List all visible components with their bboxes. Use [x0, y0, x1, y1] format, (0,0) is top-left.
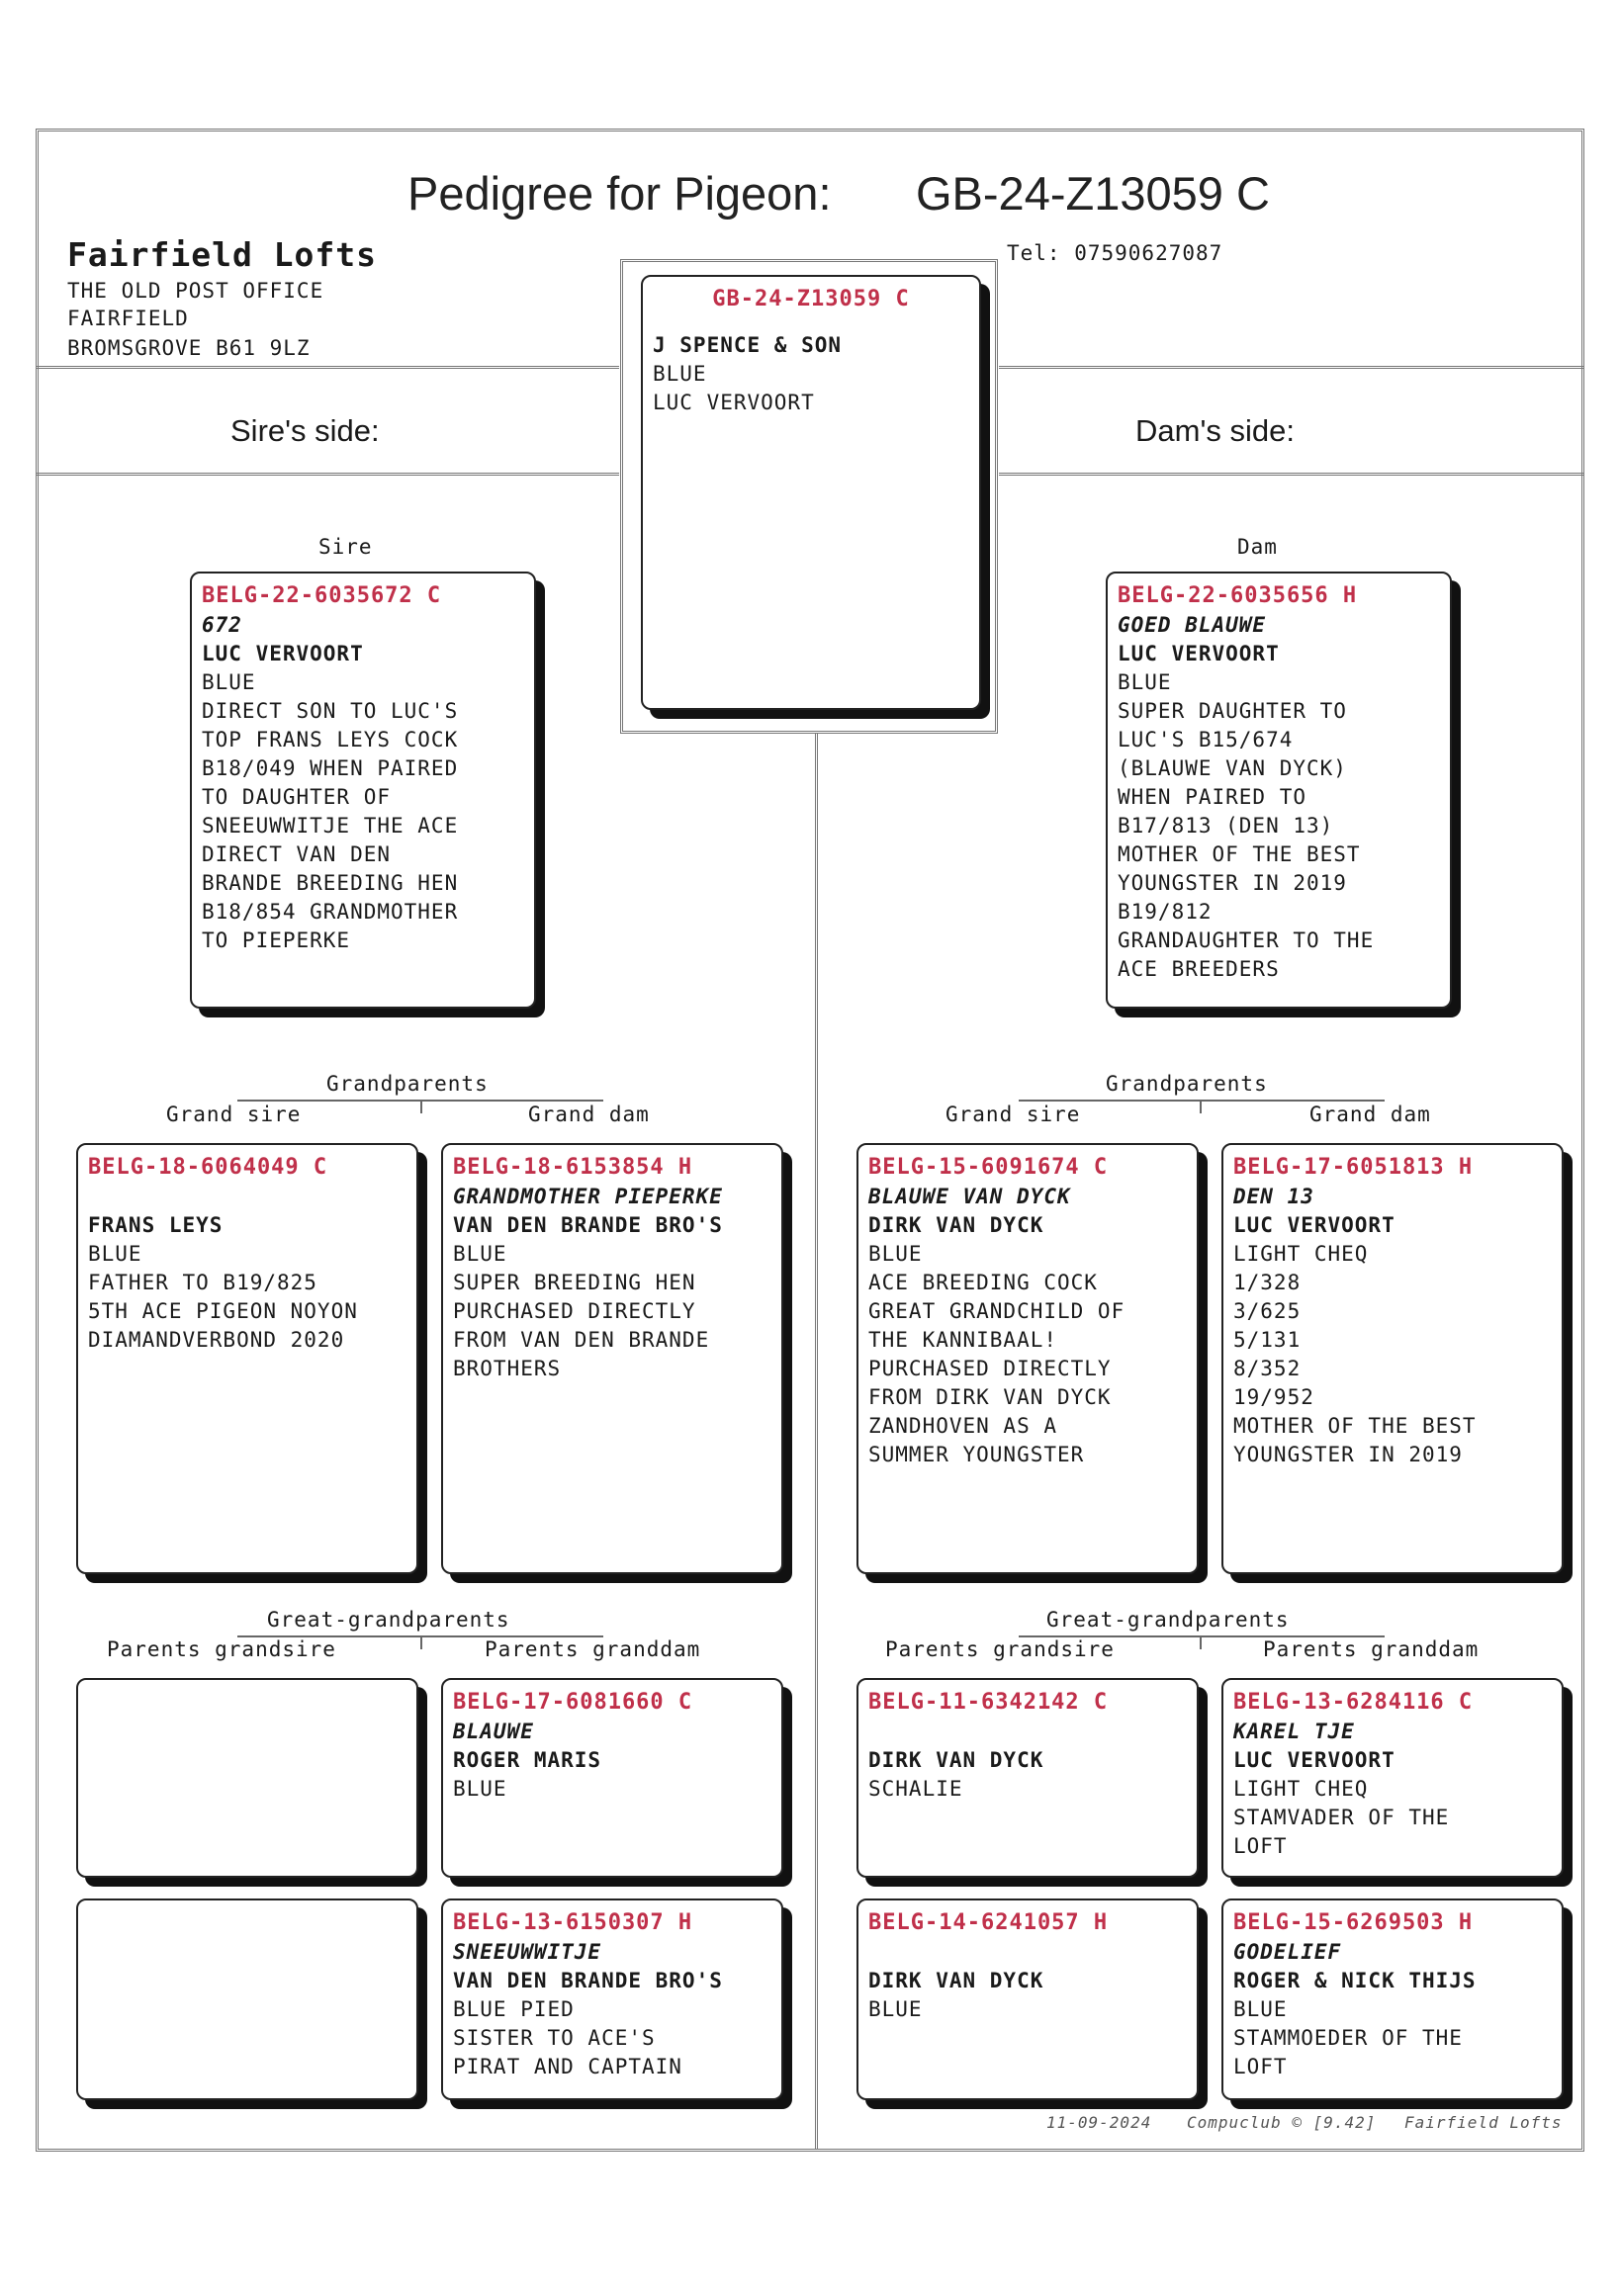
great-grandparent-note: PIRAT AND CAPTAIN: [453, 2055, 682, 2078]
sire-ring: BELG-22-6035672 C: [202, 583, 442, 608]
sire-note: B18/854 GRANDMOTHER: [202, 900, 459, 924]
grandparent-note: FROM VAN DEN BRANDE: [453, 1328, 710, 1352]
grandparent-name: BLAUWE VAN DYCK: [868, 1185, 1071, 1208]
great-grandparent-note: BLUE PIED: [453, 1997, 575, 2021]
great-grandparents-heading-dam: Great-grandparents: [1046, 1608, 1290, 1632]
grandsire-dam-side-card[interactable]: [856, 1143, 1199, 1574]
sire-note: SNEEUWWITJE THE ACE: [202, 814, 459, 838]
dam-side-heading: Dam's side:: [1135, 413, 1295, 448]
sire-note: BRANDE BREEDING HEN: [202, 871, 459, 895]
address-line-1: THE OLD POST OFFICE: [67, 279, 324, 303]
grandparent-name: DEN 13: [1233, 1185, 1314, 1208]
dam-note: B17/813 (DEN 13): [1118, 814, 1334, 838]
dam-card[interactable]: [1106, 572, 1452, 1009]
great-grandparent-ring: BELG-13-6150307 H: [453, 1910, 693, 1935]
loft-name: Fairfield Lofts: [67, 235, 378, 274]
great-grandparents-tick-dam: [1200, 1635, 1202, 1649]
grandparent-ring: BELG-17-6051813 H: [1233, 1155, 1474, 1180]
grandparent-note: LIGHT CHEQ: [1233, 1242, 1369, 1266]
footer-loft: Fairfield Lofts: [1404, 2113, 1563, 2132]
grandparents-tick-sire: [420, 1100, 422, 1113]
sides-divider-left: [36, 473, 619, 476]
grandparent-name: GRANDMOTHER PIEPERKE: [453, 1185, 723, 1208]
great-grandparent-card-empty[interactable]: [76, 1678, 418, 1878]
sides-divider-right: [999, 473, 1584, 476]
grandparent-note: THE KANNIBAAL!: [868, 1328, 1058, 1352]
center-divider: [815, 734, 818, 2150]
great-grandparent-ring: BELG-13-6284116 C: [1233, 1690, 1474, 1715]
great-grandparent-card[interactable]: [1221, 1899, 1564, 2100]
grand-dam-label-right: Grand dam: [1309, 1103, 1431, 1126]
great-grandparent-card[interactable]: [856, 1899, 1199, 2100]
grandparent-note: GREAT GRANDCHILD OF: [868, 1299, 1125, 1323]
great-grandparent-ring: BELG-14-6241057 H: [868, 1910, 1109, 1935]
grandparents-heading-sire: Grandparents: [326, 1072, 489, 1096]
dam-note: BLUE: [1118, 670, 1172, 694]
grandparent-note: 19/952: [1233, 1385, 1314, 1409]
great-grandparent-breeder: VAN DEN BRANDE BRO'S: [453, 1969, 723, 1992]
dam-note: WHEN PAIRED TO: [1118, 785, 1307, 809]
grandparent-breeder: LUC VERVOORT: [1233, 1213, 1395, 1237]
sire-card[interactable]: [190, 572, 536, 1009]
great-grandparent-note: SCHALIE: [868, 1777, 963, 1801]
great-grandparent-note: SISTER TO ACE'S: [453, 2026, 656, 2050]
page-title-label: Pedigree for Pigeon:: [407, 167, 832, 220]
dam-note: B19/812: [1118, 900, 1213, 924]
header-divider-left: [36, 366, 619, 369]
grandparent-note: SUMMER YOUNGSTER: [868, 1443, 1085, 1466]
grandparent-note: MOTHER OF THE BEST: [1233, 1414, 1477, 1438]
footer-date: 11-09-2024: [1046, 2113, 1152, 2132]
grandparent-note: 5/131: [1233, 1328, 1302, 1352]
great-grandparent-name: KAREL TJE: [1233, 1720, 1355, 1743]
sire-label: Sire: [318, 535, 373, 559]
grandparent-note: ZANDHOVEN AS A: [868, 1414, 1058, 1438]
great-grandparent-breeder: ROGER & NICK THIJS: [1233, 1969, 1477, 1992]
great-grandparents-tick-sire: [420, 1635, 422, 1649]
grand-dam-label-left: Grand dam: [528, 1103, 650, 1126]
subject-ring: GB-24-Z13059 C: [712, 287, 910, 311]
sire-name: 672: [202, 613, 242, 637]
dam-breeder: LUC VERVOORT: [1118, 642, 1280, 665]
parents-granddam-label-right: Parents granddam: [1263, 1637, 1480, 1661]
grand-sire-label-right: Grand sire: [945, 1103, 1081, 1126]
subject-breeder: J SPENCE & SON: [653, 333, 843, 357]
address-line-3: BROMSGROVE B61 9LZ: [67, 336, 311, 360]
sire-note: TOP FRANS LEYS COCK: [202, 728, 459, 751]
grandparent-ring: BELG-18-6153854 H: [453, 1155, 693, 1180]
great-grandparent-card[interactable]: [441, 1678, 783, 1878]
subject-color: BLUE: [653, 362, 707, 386]
great-grandparent-name: BLAUWE: [453, 1720, 534, 1743]
sire-note: BLUE: [202, 670, 256, 694]
grandparent-note: YOUNGSTER IN 2019: [1233, 1443, 1463, 1466]
great-grandparent-note: LIGHT CHEQ: [1233, 1777, 1369, 1801]
great-grandparent-note: STAMMOEDER OF THE: [1233, 2026, 1463, 2050]
great-grandparent-ring: BELG-15-6269503 H: [1233, 1910, 1474, 1935]
great-grandparent-note: BLUE: [453, 1777, 507, 1801]
great-grandparent-note: LOFT: [1233, 2055, 1288, 2078]
sire-note: DIRECT VAN DEN: [202, 842, 392, 866]
grandparent-name: [88, 1183, 406, 1211]
great-grandparent-note: STAMVADER OF THE: [1233, 1806, 1450, 1829]
dam-note: YOUNGSTER IN 2019: [1118, 871, 1347, 895]
grandparents-rule-dam: [1019, 1100, 1385, 1102]
grandparent-note: SUPER BREEDING HEN: [453, 1271, 696, 1294]
dam-label: Dam: [1237, 535, 1278, 559]
header-divider-right: [999, 366, 1584, 369]
great-grandparents-heading-sire: Great-grandparents: [267, 1608, 510, 1632]
grandparent-breeder: FRANS LEYS: [88, 1213, 224, 1237]
grandsire-sire-side-card[interactable]: [76, 1143, 418, 1574]
grandparent-note: DIAMANDVERBOND 2020: [88, 1328, 345, 1352]
great-grandparent-breeder: DIRK VAN DYCK: [868, 1748, 1044, 1772]
grandparents-tick-dam: [1200, 1100, 1202, 1113]
great-grandparent-name: [868, 1938, 1187, 1967]
sire-note: B18/049 WHEN PAIRED: [202, 756, 459, 780]
grandparent-note: 8/352: [1233, 1357, 1302, 1380]
great-grandparent-card-empty[interactable]: [76, 1899, 418, 2100]
dam-note: (BLAUWE VAN DYCK): [1118, 756, 1347, 780]
granddam-sire-side-card[interactable]: [441, 1143, 783, 1574]
grandparent-note: BLUE: [88, 1242, 142, 1266]
dam-name: GOED BLAUWE: [1118, 613, 1267, 637]
grandparent-note: FATHER TO B19/825: [88, 1271, 317, 1294]
grandparent-note: 5TH ACE PIGEON NOYON: [88, 1299, 358, 1323]
great-grandparent-card[interactable]: [1221, 1678, 1564, 1878]
page-title-ring: GB-24-Z13059 C: [916, 167, 1270, 220]
great-grandparent-note: BLUE: [1233, 1997, 1288, 2021]
address-line-2: FAIRFIELD: [67, 307, 189, 330]
great-grandparent-note: BLUE: [868, 1997, 923, 2021]
parents-grandsire-label-right: Parents grandsire: [885, 1637, 1115, 1661]
sire-note: TO DAUGHTER OF: [202, 785, 392, 809]
grandparent-note: 3/625: [1233, 1299, 1302, 1323]
great-grandparent-ring: BELG-11-6342142 C: [868, 1690, 1109, 1715]
dam-note: MOTHER OF THE BEST: [1118, 842, 1361, 866]
grandparent-ring: BELG-15-6091674 C: [868, 1155, 1109, 1180]
parents-granddam-label-left: Parents granddam: [485, 1637, 701, 1661]
grandparent-note: ACE BREEDING COCK: [868, 1271, 1098, 1294]
telephone: Tel: 07590627087: [1007, 241, 1223, 265]
great-grandparent-name: SNEEUWWITJE: [453, 1940, 602, 1964]
great-grandparent-card[interactable]: [441, 1899, 783, 2100]
sire-breeder: LUC VERVOORT: [202, 642, 364, 665]
parents-grandsire-label-left: Parents grandsire: [107, 1637, 336, 1661]
dam-note: SUPER DAUGHTER TO: [1118, 699, 1347, 723]
grandparent-note: PURCHASED DIRECTLY: [453, 1299, 696, 1323]
great-grandparent-name: [868, 1718, 1187, 1746]
grandparent-breeder: VAN DEN BRANDE BRO'S: [453, 1213, 723, 1237]
great-grandparent-note: LOFT: [1233, 1834, 1288, 1858]
grand-sire-label-left: Grand sire: [166, 1103, 302, 1126]
great-grandparent-breeder: LUC VERVOORT: [1233, 1748, 1395, 1772]
dam-note: ACE BREEDERS: [1118, 957, 1280, 981]
granddam-dam-side-card[interactable]: [1221, 1143, 1564, 1574]
sire-note: TO PIEPERKE: [202, 928, 351, 952]
grandparent-note: 1/328: [1233, 1271, 1302, 1294]
subject-card[interactable]: [641, 275, 981, 710]
grandparent-note: BLUE: [868, 1242, 923, 1266]
great-grandparent-ring: BELG-17-6081660 C: [453, 1690, 693, 1715]
grandparent-breeder: DIRK VAN DYCK: [868, 1213, 1044, 1237]
great-grandparent-breeder: ROGER MARIS: [453, 1748, 602, 1772]
dam-note: LUC'S B15/674: [1118, 728, 1294, 751]
grandparent-note: FROM DIRK VAN DYCK: [868, 1385, 1112, 1409]
grandparent-ring: BELG-18-6064049 C: [88, 1155, 328, 1180]
grandparent-note: PURCHASED DIRECTLY: [868, 1357, 1112, 1380]
dam-ring: BELG-22-6035656 H: [1118, 583, 1358, 608]
great-grandparent-name: GODELIEF: [1233, 1940, 1342, 1964]
subject-line: LUC VERVOORT: [653, 391, 815, 414]
grandparent-note: BLUE: [453, 1242, 507, 1266]
grandparent-note: BROTHERS: [453, 1357, 562, 1380]
great-grandparent-card[interactable]: [856, 1678, 1199, 1878]
dam-note: GRANDAUGHTER TO THE: [1118, 928, 1375, 952]
grandparents-heading-dam: Grandparents: [1106, 1072, 1268, 1096]
sire-side-heading: Sire's side:: [230, 413, 380, 448]
sire-note: DIRECT SON TO LUC'S: [202, 699, 459, 723]
footer-software: Compuclub © [9.42]: [1187, 2113, 1377, 2132]
great-grandparent-breeder: DIRK VAN DYCK: [868, 1969, 1044, 1992]
